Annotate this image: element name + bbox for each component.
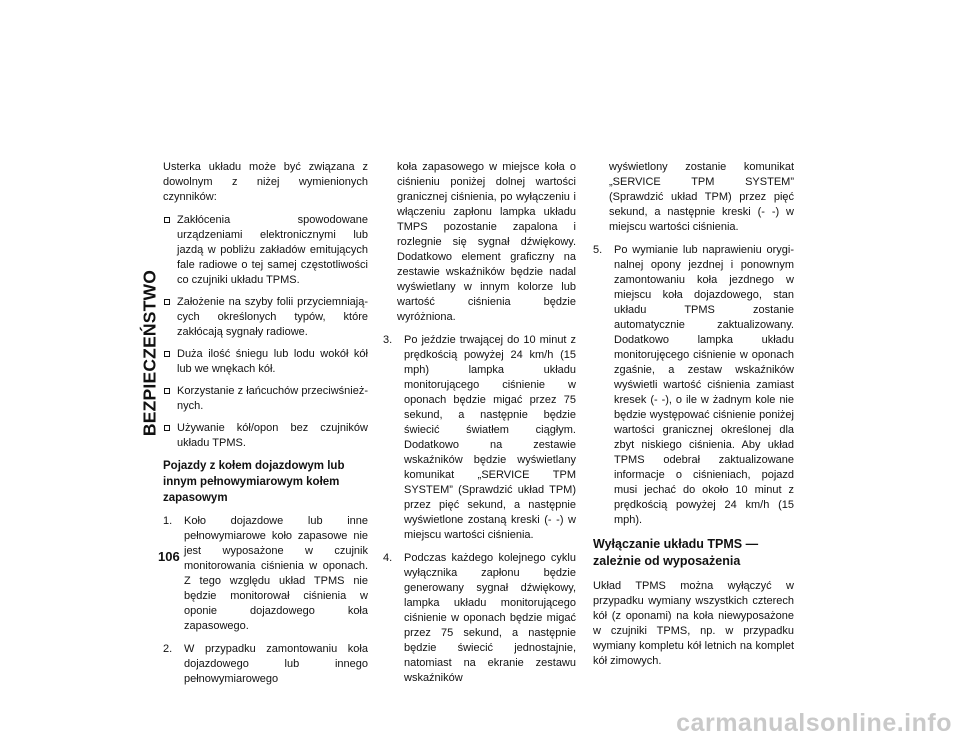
intro-paragraph: Usterka układu może być związana z dowolnym z niżej wymienionych czynników:: [163, 161, 368, 203]
list-item-text: Zakłócenia spowodowane urządzeniami elektronicznymi lub jazdą w pobliżu zakładów emitujących fale radiowe o tej samej częstotliwości co czujniki układu TPMS.: [177, 214, 368, 286]
numbered-item: [383, 333, 576, 543]
list-item: [163, 213, 368, 288]
item-text: Koło dojazdowe lub inne pełnowymiarowe koło zapasowe nie jest wyposażone w czujnik monitorowania ciśnienia w oponach. Z tego względu układ TPMS nie będzie monitorował ciśnienia w oponie dojazdowego koła zapasowego.: [184, 515, 368, 632]
item-text: Po wymianie lub naprawieniu oryginalnej opony jezdnej i ponownym zamontowaniu koła jezdnego w miejscu koła dojazdowego, stan układu TPMS zostanie automatycznie zaktualizowany. Dodatkowo lampka układu monitorujęcego ciśnienie w oponach zgaśnie, a zestaw wskaźników wyświetli wartość ciśnienia zamiast kresek (- -), o ile w żadnym kole nie będzie występować ciśnienie poniżej wartości granicznej określonej dla zbyt niskiego ciśnienia. Aby układ TPMS odebrał zaktualizowane informacje o ciśnieniach, pojazd musi jechać do około 10 minut z prędkością powyżej 24 km/h (15 mph).: [614, 244, 794, 526]
numbered-item: [163, 514, 368, 634]
section-body: Układ TPMS można wyłączyć w przypadku wymiany wszystkich czterech kół (z oponami) na koła niewyposażone w czujniki TPMS, np. w przypadku wymiany kompletu kół letnich na komplet kół zimowych.: [593, 580, 794, 667]
column-3: [593, 160, 794, 677]
item-number: 3.: [383, 334, 393, 346]
list-item-text: Duża ilość śniegu lub lodu wokół kół lub we wnękach kół.: [177, 348, 368, 375]
checkbox-bullet-icon: [164, 299, 170, 305]
column-1: [163, 160, 368, 695]
numbered-item: [383, 551, 576, 686]
checkbox-bullet-icon: [164, 388, 170, 394]
item-number: 5.: [593, 244, 603, 256]
item-number: 1.: [163, 515, 173, 527]
item-number: 2.: [163, 643, 173, 655]
list-item: [163, 295, 368, 340]
continuation-paragraph: koła zapasowego w miejsce koła o ciśnieniu poniżej dolnej wartości granicznej ciśnienia, po wyłączeniu i włączeniu zapłonu lampka układu TMPS pozostanie zapalona i rozlegnie się sygnał dźwiękowy. Dodatkowo element graficzny na zestawie wskaźników będzie nadal wyświetlany w innym kolorze lub wartość ciśnienia będzie wyróżniona.: [397, 161, 576, 323]
section-side-label-text: BEZPIECZEŃSTWO: [139, 269, 160, 437]
continuation-paragraph: wyświetlony zostanie komunikat „SERVICE TPM SYSTEM” (Sprawdzić układ TPM) przez pięć sekund, a następnie kreski (- -) w miejscu wartości ciśnienia.: [609, 161, 794, 233]
item-text: Po jeździe trwającej do 10 minut z prędkością powyżej 24 km/h (15 mph) lampka układu monitorującego ciśnienie w oponach będzie migać przez 75 sekund, a następnie będzie świecić światłem ciągłym. Dodatkowo na zestawie wskaźników będzie wyświetlany komunikat „SERVICE TPM SYSTEM” (Sprawdzić układ TPM) przez pięć sekund, a następnie wyświetlone zostaną kreski (- -) w miejscu wartości ciśnienia.: [404, 334, 576, 541]
numbered-item: [593, 243, 794, 528]
list-item: [163, 347, 368, 377]
numbered-item: [163, 642, 368, 687]
list-item: [163, 384, 368, 414]
list-item-text: Korzystanie z łańcuchów przeciwśnieżnych.: [177, 385, 368, 412]
page-number: 106: [158, 549, 180, 564]
item-text: W przypadku zamontowaniu koła dojazdowego lub innego pełnowymiarowego: [184, 643, 368, 685]
section-side-label: [135, 269, 165, 437]
column-2: [383, 160, 576, 694]
item-number: 4.: [383, 552, 393, 564]
section-title: Wyłączanie układu TPMS — zależnie od wyposażenia: [593, 537, 759, 568]
item-text: Podczas każdego kolejnego cyklu wyłącznika zapłonu będzie generowany sygnał dźwiękowy, lampka układu monitorującego ciśnienie w oponach będzie migać przez 75 sekund, a następnie będzie świecić jednostajnie, natomiast na ekranie zestawu wskaźników: [404, 552, 576, 684]
list-item: [163, 421, 368, 451]
checkbox-bullet-icon: [164, 351, 170, 357]
checkbox-bullet-icon: [164, 425, 170, 431]
watermark-text: carmanualsonline.info: [676, 709, 952, 737]
list-item-text: Używanie kół/opon bez czujników układu TPMS.: [177, 422, 368, 449]
subheading: Pojazdy z kołem dojazdowym lub innym pełnowymiarowym kołem zapasowym: [163, 460, 345, 504]
list-item-text: Założenie na szyby folii przyciemniających określonych typów, które zakłócają sygnały radiowe.: [177, 296, 368, 338]
checkbox-bullet-icon: [164, 217, 170, 223]
